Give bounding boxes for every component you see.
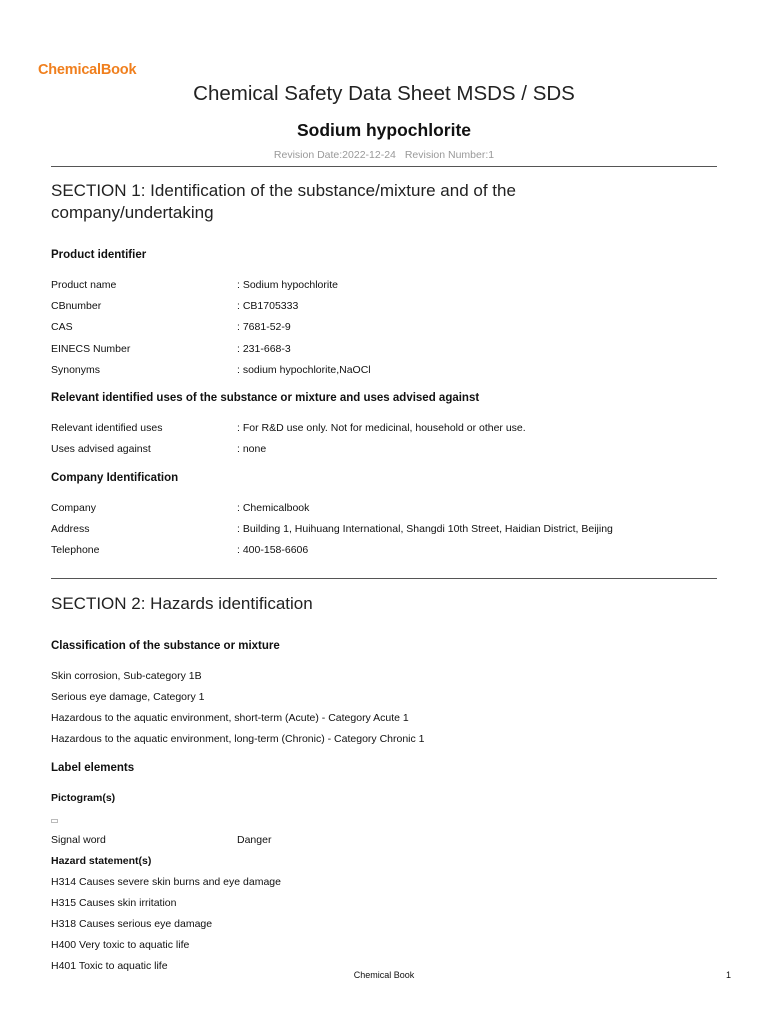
hazard-statement: H318 Causes serious eye damage bbox=[51, 918, 213, 930]
pictogram-heading: Pictogram(s) bbox=[51, 792, 116, 804]
row-label: Synonyms bbox=[51, 364, 101, 376]
row-value: : Building 1, Huihuang International, Shangdi 10th Street, Haidian District, Beijing bbox=[237, 523, 613, 535]
signal-word-value: Danger bbox=[237, 834, 272, 846]
row-label: Telephone bbox=[51, 544, 100, 556]
section2-title: SECTION 2: Hazards identification bbox=[51, 594, 313, 613]
pictogram-image bbox=[51, 819, 58, 823]
section1-title: SECTION 1: Identification of the substance/mixture and of the company/undertaking bbox=[51, 181, 516, 222]
row-label: Relevant identified uses bbox=[51, 422, 163, 434]
row-value: : sodium hypochlorite,NaOCl bbox=[237, 364, 371, 376]
divider-section2 bbox=[51, 578, 717, 579]
row-label: Company bbox=[51, 502, 96, 514]
product-name-heading: Sodium hypochlorite bbox=[296, 120, 472, 140]
hazard-statement: H315 Causes skin irritation bbox=[51, 897, 177, 909]
classification-item: Skin corrosion, Sub-category 1B bbox=[51, 670, 202, 682]
classification-item: Hazardous to the aquatic environment, short-term (Acute) - Category Acute 1 bbox=[51, 712, 409, 724]
product-identifier-heading: Product identifier bbox=[51, 249, 147, 261]
row-value: : For R&D use only. Not for medicinal, household or other use. bbox=[237, 422, 526, 434]
brand-logo: ChemicalBook bbox=[38, 62, 137, 78]
hazard-statements-heading: Hazard statement(s) bbox=[51, 855, 152, 867]
uses-heading: Relevant identified uses of the substance or mixture and uses advised against bbox=[51, 392, 480, 404]
row-label: Uses advised against bbox=[51, 443, 151, 455]
revision-number: Revision Number:1 bbox=[404, 149, 495, 161]
document-title: Chemical Safety Data Sheet MSDS / SDS bbox=[193, 82, 575, 105]
row-value: : 400-158-6606 bbox=[237, 544, 309, 556]
revision-info bbox=[0, 149, 768, 161]
hazard-statement: H401 Toxic to aquatic life bbox=[51, 960, 168, 972]
label-elements-heading: Label elements bbox=[51, 762, 135, 774]
signal-word-label: Signal word bbox=[51, 834, 106, 846]
divider-top bbox=[51, 166, 717, 167]
page-number: 1 bbox=[725, 970, 731, 980]
row-label: Product name bbox=[51, 279, 117, 291]
row-value: : Sodium hypochlorite bbox=[237, 279, 338, 291]
row-label: Address bbox=[51, 523, 90, 535]
hazard-statement: H400 Very toxic to aquatic life bbox=[51, 939, 190, 951]
row-label: EINECS Number bbox=[51, 343, 131, 355]
footer-text: Chemical Book bbox=[353, 970, 415, 980]
row-label: CAS bbox=[51, 321, 73, 333]
row-label: CBnumber bbox=[51, 300, 102, 312]
classification-item: Serious eye damage, Category 1 bbox=[51, 691, 205, 703]
row-value: : none bbox=[237, 443, 267, 455]
classification-item: Hazardous to the aquatic environment, long-term (Chronic) - Category Chronic 1 bbox=[51, 733, 425, 745]
row-value: : 231-668-3 bbox=[237, 343, 291, 355]
company-heading: Company Identification bbox=[51, 472, 179, 484]
row-value: : CB1705333 bbox=[237, 300, 299, 312]
hazard-statement: H314 Causes severe skin burns and eye damage bbox=[51, 876, 281, 888]
row-value: : Chemicalbook bbox=[237, 502, 310, 514]
row-value: : 7681-52-9 bbox=[237, 321, 291, 333]
revision-date: Revision Date:2022-12-24 bbox=[273, 149, 396, 161]
classification-heading: Classification of the substance or mixture bbox=[51, 640, 280, 652]
